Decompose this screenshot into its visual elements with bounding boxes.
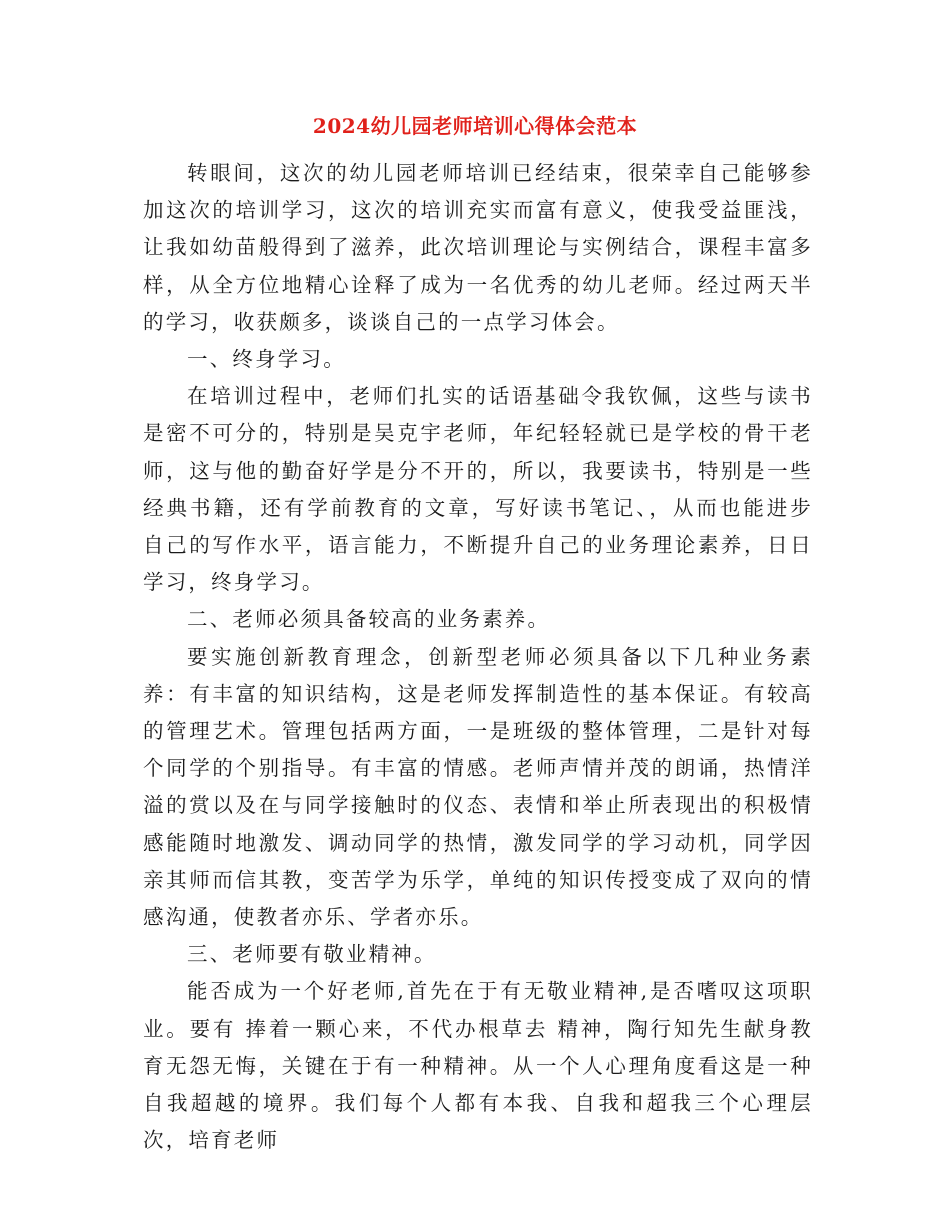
- document-body: [143, 155, 813, 1159]
- document-title: 2024幼儿园老师培训心得体会范本: [312, 114, 638, 138]
- section-heading-3: 三、老师要有敬业精神。: [187, 942, 437, 967]
- paragraph-section-1: 在培训过程中，老师们扎实的话语基础令我钦佩，这些与读书是密不可分的，特别是吴克宇老师，年纪轻轻就已是学校的骨干老师，这与他的勤奋好学是分不开的，所以，我要读书，特别是一些经典书籍，还有学前教育的文章，写好读书笔记、，从而也能进步自己的写作水平，语言能力，不断提升自己的业务理论素养，日日学习，终身学习。: [143, 384, 813, 595]
- paragraph-section-3: 能否成为一个好老师,首先在于有无敬业精神,是否嗜叹这项职业。要有 捧着一颗心来，不代办根草去 精神，陶行知先生献身教育无怨无悔，关键在于有一种精神。从一个人心理角度看这是一种自我超越的境界。我们每个人都有本我、自我和超我三个心理层次，培育老师: [143, 979, 813, 1153]
- section-heading-2: 二、老师必须具备较高的业务素养。: [187, 607, 551, 632]
- paragraph-section-2: 要实施创新教育理念，创新型老师必须具备以下几种业务素养：有丰富的知识结构，这是老师发挥制造性的基本保证。有较高的管理艺术。管理包括两方面，一是班级的整体管理，二是针对每个同学的个别指导。有丰富的情感。老师声情并茂的朗诵，热情洋溢的赏以及在与同学接触时的仪态、表情和举止所表现出的积极情感能随时地激发、调动同学的热情，激发同学的学习动机，同学因 亲其师而信其教，变苦学为乐学，单纯的知识传授变成了双向的情感沟通，使教者亦乐、学者亦乐。: [143, 644, 813, 930]
- paragraph-intro: 转眼间，这次的幼儿园老师培训已经结束，很荣幸自己能够参加这次的培训学习，这次的培训充实而富有意义，使我受益匪浅，让我如幼苗般得到了滋养，此次培训理论与实例结合，课程丰富多样，从全方位地精心诠释了成为一名优秀的幼儿老师。经过两天半的学习，收获颇多，谈谈自己的一点学习体会。: [143, 161, 813, 334]
- section-heading-1: 一、终身学习。: [187, 347, 346, 372]
